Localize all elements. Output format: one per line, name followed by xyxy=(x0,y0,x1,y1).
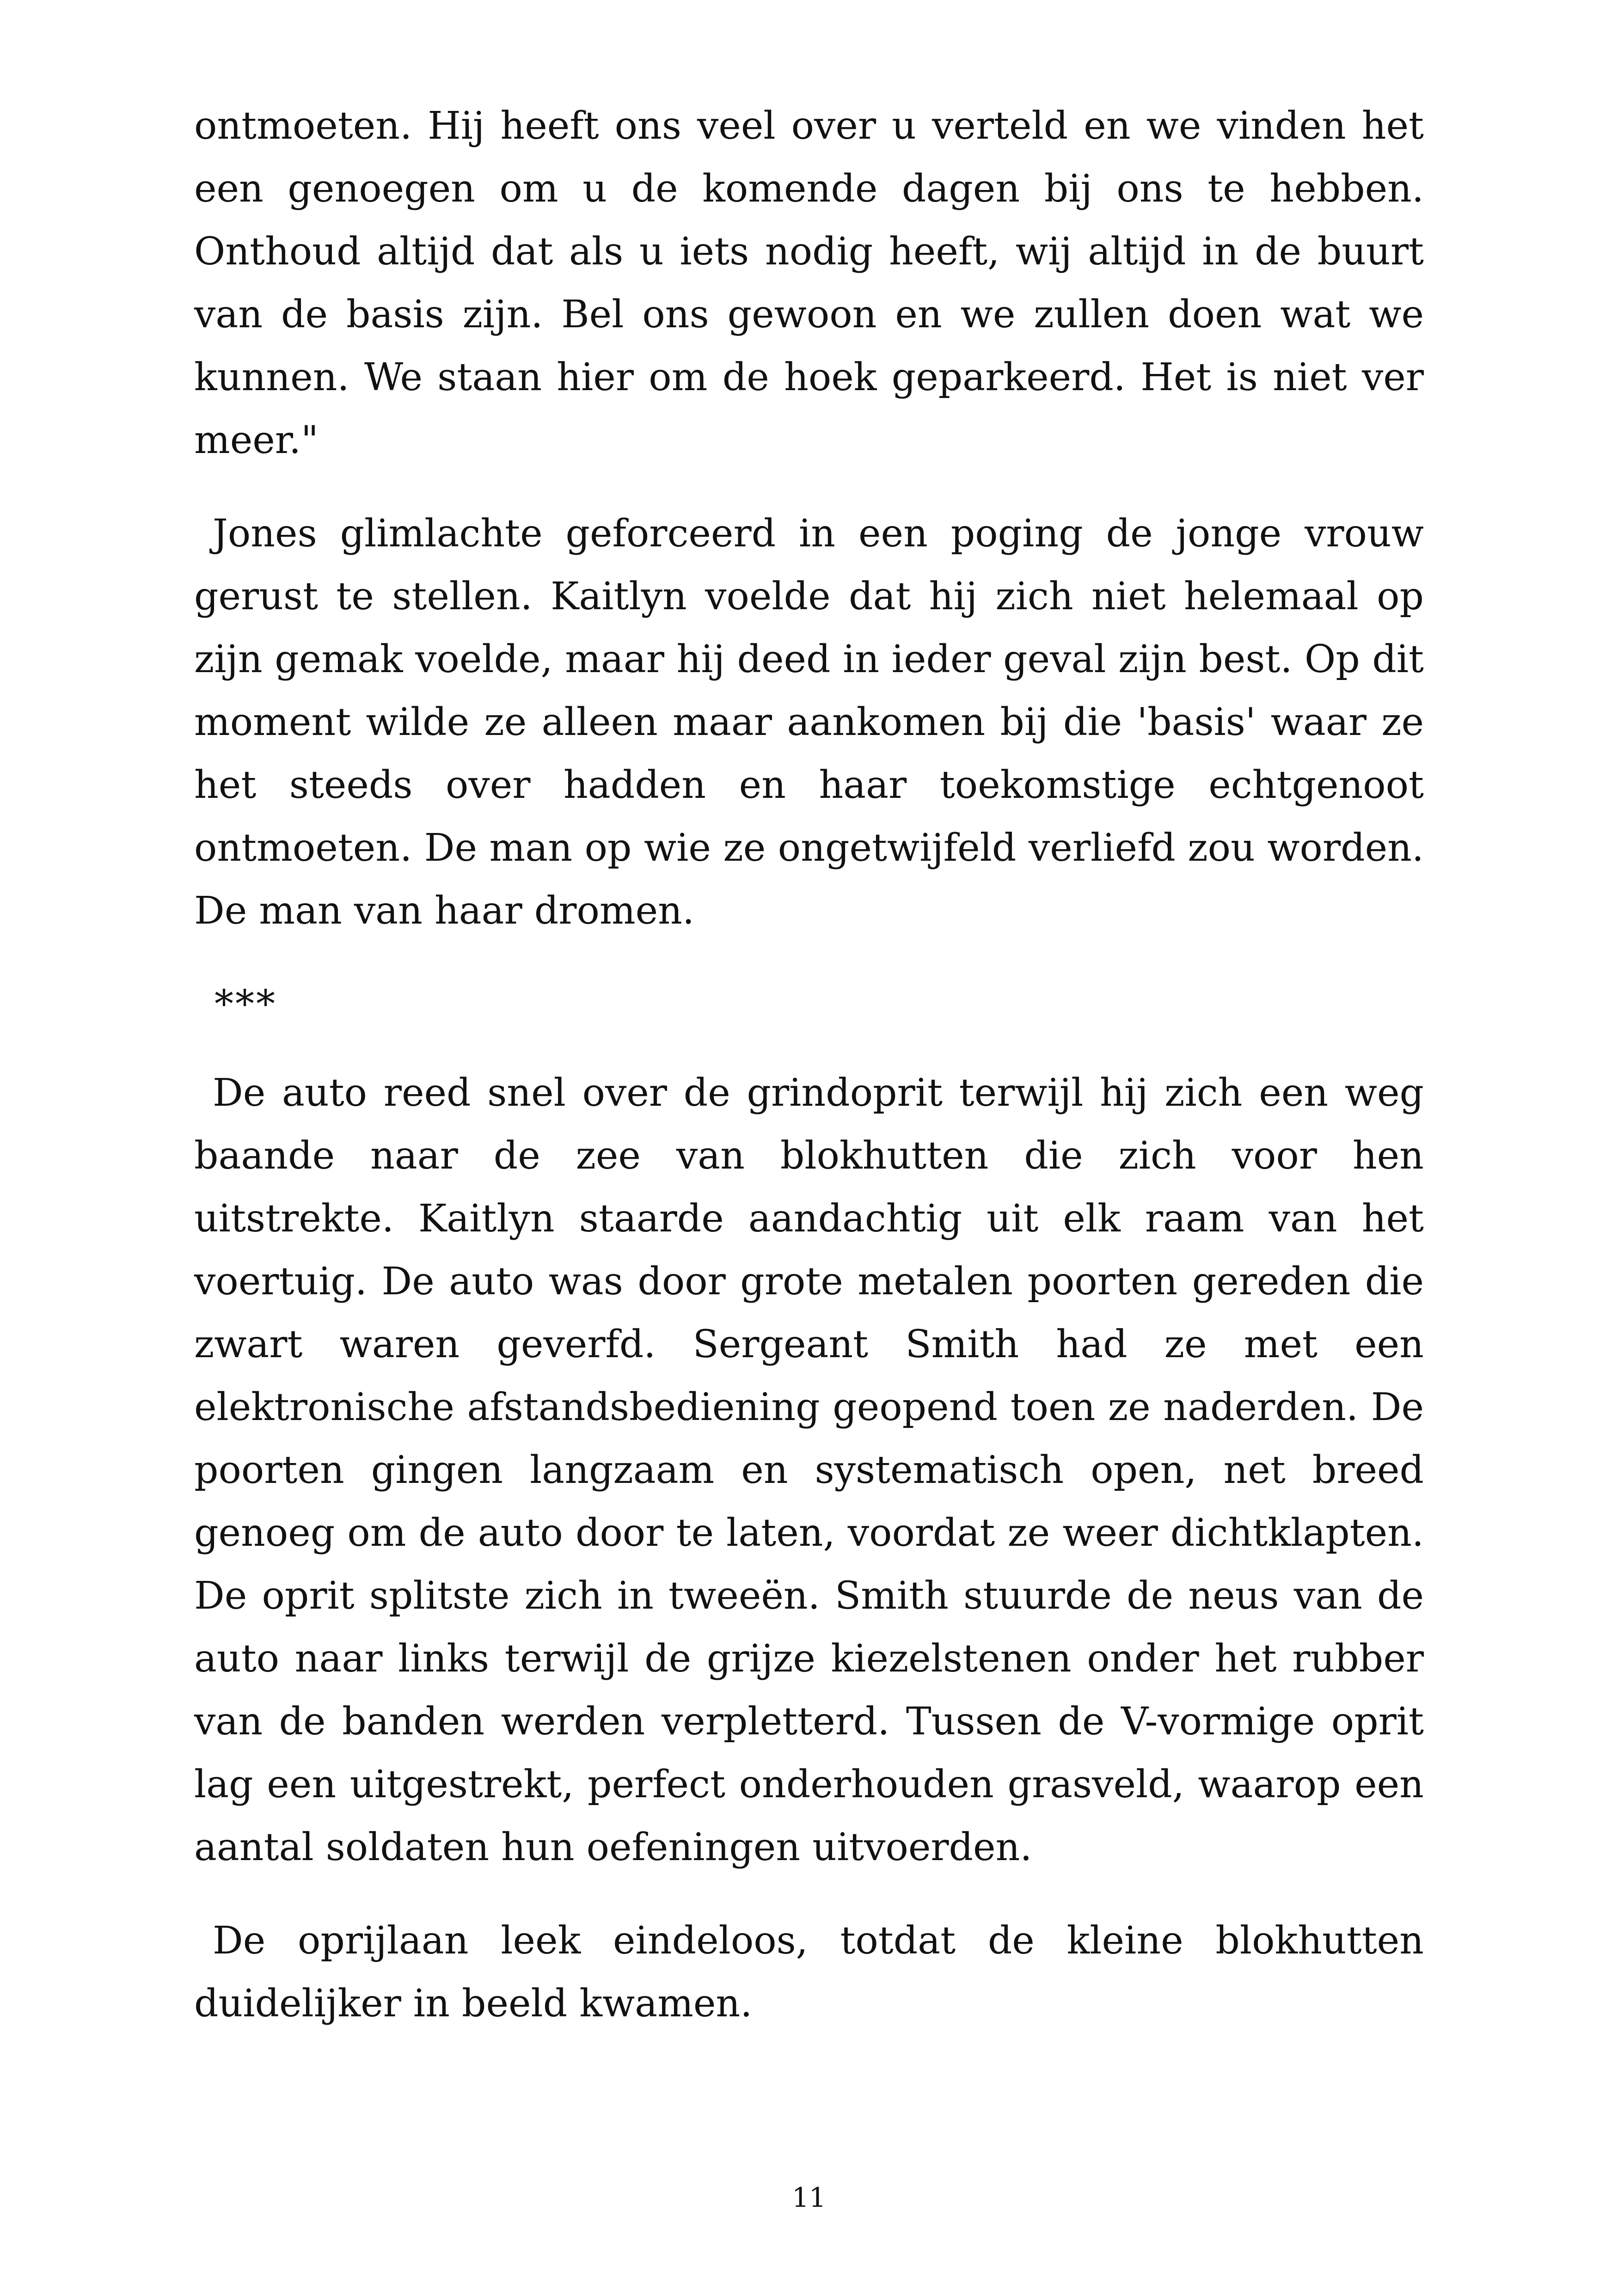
paragraph-4: De oprijlaan leek eindeloos, totdat de kleine blokhutten duidelijker in beeld kwamen. xyxy=(194,1919,1424,2026)
scene-separator: *** xyxy=(215,982,277,1026)
body-text xyxy=(194,95,1424,2066)
paragraph-3: De auto reed snel over de grindoprit terwijl hij zich een weg baande naar de zee van blokhutten die zich voor hen uitstrekte. Kaitlyn staarde aandachtig uit elk raam van het voertuig. De auto was door grote metalen poorten gereden die zwart waren geverfd. Sergeant Smith had ze met een elektronische afstandsbediening geopend toen ze naderden. De poorten gingen langzaam en systematisch open, net breed genoeg om de auto door te laten, voordat ze weer dichtklapten. De oprit splitste zich in tweeën. Smith stuurde de neus van de auto naar links terwijl de grijze kiezelstenen onder het rubber van de banden werden verpletterd. Tussen de V-vormige oprit lag een uitgestrekt, perfect onderhouden grasveld, waarop een aantal soldaten hun oefeningen uitvoerden. xyxy=(194,1071,1424,1869)
paragraph-1: ontmoeten. Hij heeft ons veel over u verteld en we vinden het een genoegen om u de komende dagen bij ons te hebben. Onthoud altijd dat als u iets nodig heeft, wij altijd in de buurt van de basis zijn. Bel ons gewoon en we zullen doen wat we kunnen. We staan hier om de hoek geparkeerd. Het is niet ver meer." xyxy=(194,104,1424,462)
page-number: 11 xyxy=(792,2182,826,2213)
paragraph-2: Jones glimlachte geforceerd in een poging de jonge vrouw gerust te stellen. Kaitlyn voelde dat hij zich niet helemaal op zijn gemak voelde, maar hij deed in ieder geval zijn best. Op dit moment wilde ze alleen maar aankomen bij die 'basis' waar ze het steeds over hadden en haar toekomstige echtgenoot ontmoeten. De man op wie ze ongetwijfeld verliefd zou worden. De man van haar dromen. xyxy=(194,512,1424,933)
